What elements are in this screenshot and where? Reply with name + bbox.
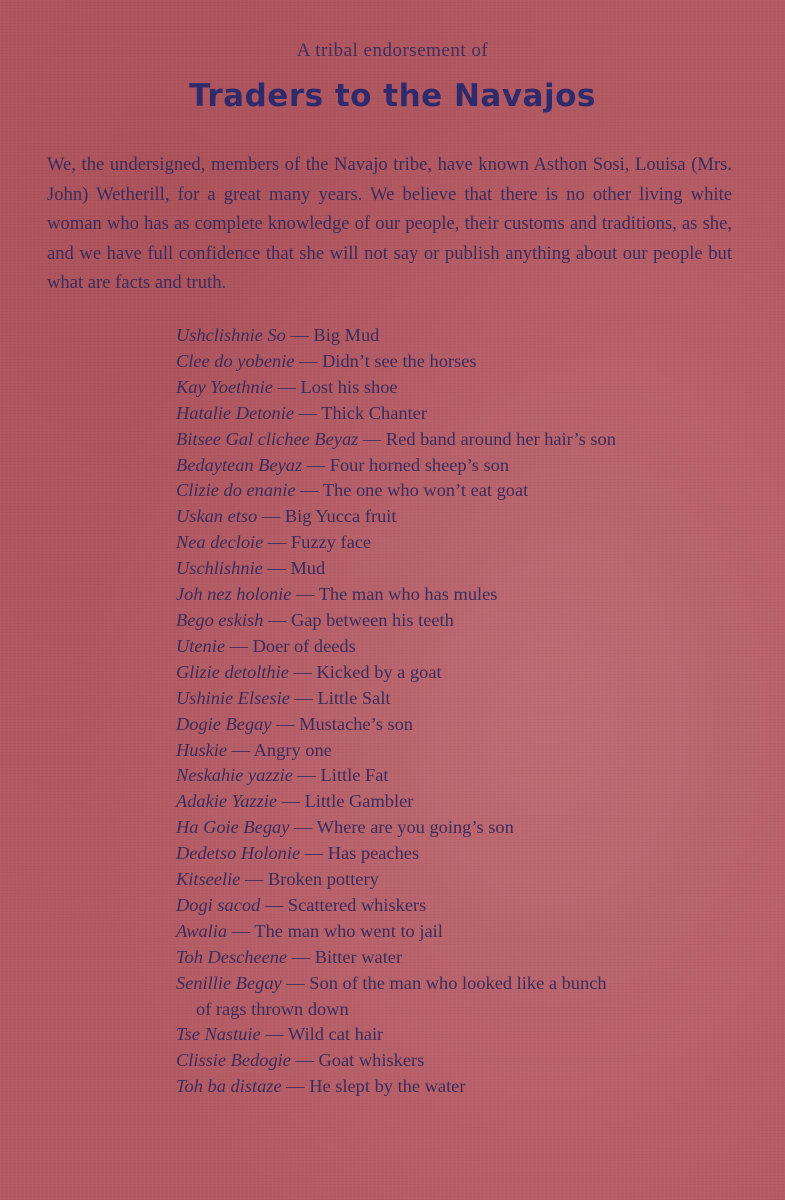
english-translation: Doer of deeds: [252, 635, 356, 656]
signatory-item: Tse Nastuie — Wild cat hair: [176, 1024, 384, 1045]
english-translation: Big Mud: [313, 325, 380, 345]
navajo-name: Dogi sacod: [176, 894, 261, 915]
navajo-name: Hatalie Detonie: [176, 402, 294, 423]
navajo-name: Uschlishnie: [176, 558, 263, 579]
navajo-name: Dogie Begay: [176, 713, 272, 734]
page-title: Traders to the Navajos: [189, 78, 596, 114]
english-translation: Son of the man who looked like a bunch of rags thrown down: [196, 972, 607, 1019]
english-translation: Fuzzy face: [290, 532, 372, 553]
english-translation: Big Yucca fruit: [284, 506, 397, 527]
english-translation: Little Salt: [317, 687, 391, 708]
navajo-name: Awalia: [176, 920, 228, 941]
english-translation: Kicked by a goat: [316, 661, 442, 682]
signatory-item: Uskan etso — Big Yucca fruit: [176, 506, 397, 527]
english-translation: Mud: [290, 558, 326, 579]
english-translation: Scattered whiskers: [287, 894, 427, 915]
english-translation: Red band around her hair’s son: [385, 428, 616, 449]
signatory-item: Adakie Yazzie — Little Gambler: [176, 791, 414, 812]
english-translation: Bitter water: [314, 946, 403, 967]
signatory-item: Huskie — Angry one: [176, 739, 332, 760]
signatory-item: Glizie detolthie — Kicked by a goat: [176, 661, 442, 682]
signatory-item: Toh Descheene — Bitter water: [176, 946, 403, 967]
signatory-item: Bego eskish — Gap between his teeth: [176, 609, 454, 630]
navajo-name: Ha Goie Begay: [176, 817, 290, 838]
english-translation: The man who has mules: [318, 584, 498, 605]
signatory-item: Nea decloie — Fuzzy face: [176, 532, 372, 553]
signatory-item: Bitsee Gal clichee Beyaz — Red band around her hair’s son: [176, 428, 616, 449]
navajo-name: Clissie Bedogie: [176, 1050, 291, 1071]
signatory-item: Hatalie Detonie — Thick Chanter: [176, 402, 427, 423]
english-translation: Didn’t see the horses: [322, 350, 477, 371]
signatory-item: Clizie do enanie — The one who won’t eat goat: [176, 480, 529, 501]
english-translation: Wild cat hair: [287, 1024, 384, 1045]
signatory-item: Toh ba distaze — He slept by the water: [176, 1076, 466, 1097]
english-translation: The man who went to jail: [254, 920, 443, 941]
english-translation: Gap between his teeth: [290, 609, 454, 630]
signatory-item: Utenie — Doer of deeds: [176, 635, 356, 656]
endorsement-statement: We, the undersigned, members of the Navajo tribe, have known Asthon Sosi, Louisa (Mrs. John) Wetherill, for a great many years. We believe that there is no other living white woman who has as complete knowledge of our people, their customs and traditions, as she, and we have full confidence that she will not say or publish anything about our people but what are facts and truth.: [47, 154, 732, 293]
signatory-item: Kay Yoethnie — Lost his shoe: [176, 376, 398, 397]
navajo-name: Adakie Yazzie: [176, 791, 277, 812]
english-translation: Lost his shoe: [300, 376, 398, 397]
signatory-item: Awalia — The man who went to jail: [176, 920, 443, 941]
navajo-name: Senillie Begay: [176, 972, 282, 993]
navajo-name: Bego eskish: [176, 609, 264, 630]
navajo-name: Toh Descheene: [176, 946, 288, 967]
signatory-list: [176, 323, 616, 1100]
navajo-name: Clee do yobenie: [176, 350, 295, 371]
signatory-item: Senillie Begay — Son of the man who looked like a bunch of rags thrown down: [176, 972, 607, 1019]
signatory-item: Dogie Begay — Mustache’s son: [176, 713, 414, 734]
signatory-item: Dedetso Holonie — Has peaches: [176, 843, 420, 864]
english-translation: Little Fat: [320, 765, 389, 786]
english-translation: Angry one: [253, 739, 332, 760]
english-translation: The one who won’t eat goat: [322, 480, 529, 501]
navajo-name: Tse Nastuie: [176, 1024, 261, 1045]
navajo-name: Glizie detolthie: [176, 661, 289, 682]
navajo-name: Bedaytean Beyaz: [176, 454, 303, 475]
signatory-item: Neskahie yazzie — Little Fat: [176, 765, 389, 786]
navajo-name: Joh nez holonie: [176, 584, 292, 605]
navajo-name: Ushinie Elsesie: [176, 687, 290, 708]
signatory-item: Uschlishnie — Mud: [176, 558, 326, 579]
english-translation: Broken pottery: [267, 869, 379, 890]
navajo-name: Dedetso Holonie: [176, 843, 301, 864]
signatory-item: Joh nez holonie — The man who has mules: [176, 584, 498, 605]
english-translation: Goat whiskers: [318, 1050, 425, 1071]
navajo-name: Neskahie yazzie: [176, 765, 293, 786]
signatory-item: Kitseelie — Broken pottery: [176, 869, 379, 890]
navajo-name: Toh ba distaze: [176, 1076, 282, 1097]
signatory-item: Clissie Bedogie — Goat whiskers: [176, 1050, 425, 1071]
english-translation: Mustache’s son: [299, 713, 414, 734]
signatory-item: Ushclishnie So — Big Mud: [176, 325, 380, 345]
english-translation: Where are you going’s son: [316, 817, 514, 838]
navajo-name: Kay Yoethnie: [176, 376, 273, 397]
navajo-name: Clizie do enanie: [176, 480, 296, 501]
navajo-name: Nea decloie: [176, 532, 264, 553]
signatory-item: Ha Goie Begay — Where are you going’s son: [176, 817, 514, 838]
navajo-name: Utenie: [176, 635, 226, 656]
navajo-name: Huskie: [176, 739, 228, 760]
signatory-item: Ushinie Elsesie — Little Salt: [176, 687, 391, 708]
page-subtitle: A tribal endorsement of: [296, 40, 489, 61]
navajo-name: Bitsee Gal clichee Beyaz: [176, 428, 359, 449]
signatory-item: Bedaytean Beyaz — Four horned sheep’s son: [176, 454, 510, 475]
english-translation: Little Gambler: [304, 791, 414, 812]
signatory-item: Clee do yobenie — Didn’t see the horses: [176, 350, 477, 371]
english-translation: Four horned sheep’s son: [329, 454, 510, 475]
english-translation: Thick Chanter: [321, 402, 427, 423]
signatory-item: Dogi sacod — Scattered whiskers: [176, 894, 427, 915]
english-translation: Has peaches: [327, 843, 420, 864]
navajo-name: Ushclishnie So: [176, 325, 286, 345]
navajo-name: Uskan etso: [176, 506, 258, 527]
navajo-name: Kitseelie: [176, 869, 241, 890]
english-translation: He slept by the water: [309, 1076, 466, 1097]
